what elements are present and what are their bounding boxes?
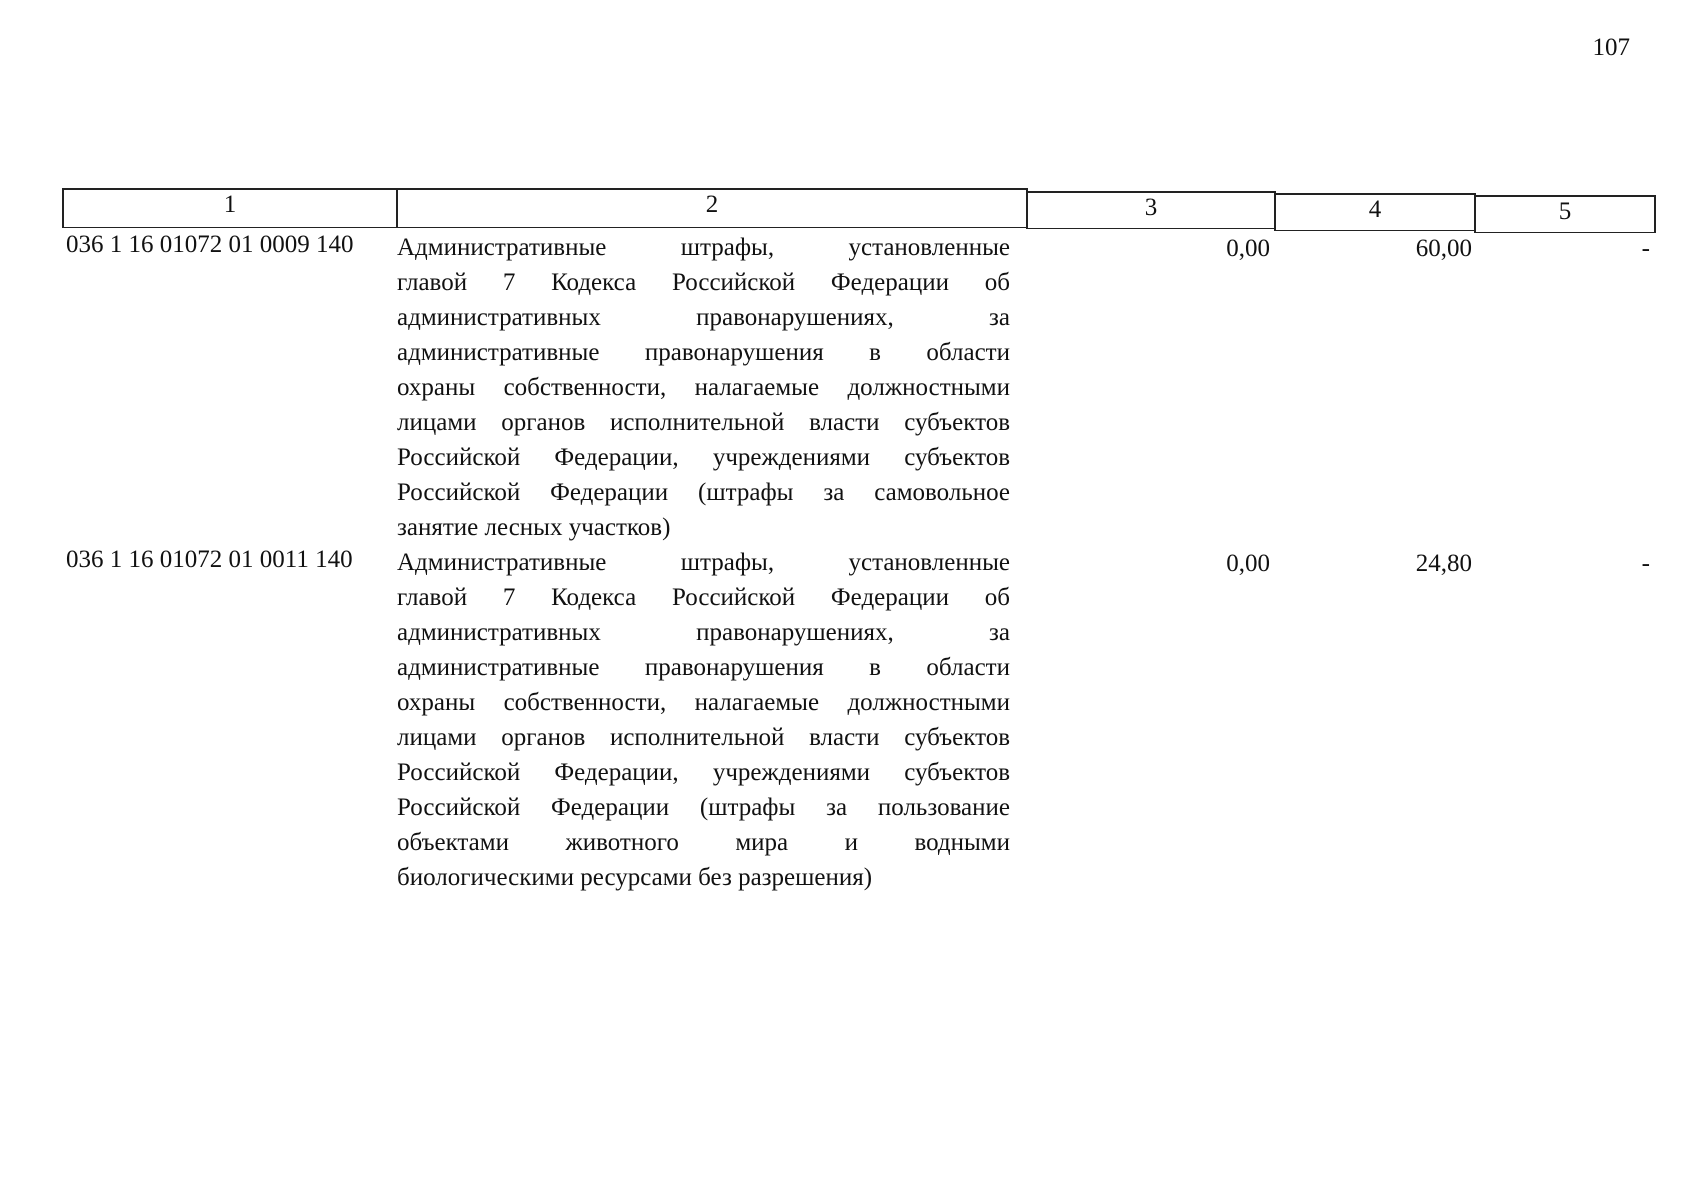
description-line: главой 7 Кодекса Российской Федерации об (397, 269, 1010, 296)
table-header-row (0, 188, 1696, 232)
row-description (397, 230, 1010, 545)
header-cell-2: 2 (396, 188, 1028, 228)
description-line: Российской Федерации, учреждениями субъектов (397, 759, 1010, 786)
description-line: охраны собственности, налагаемые должностными (397, 689, 1010, 716)
row-col4-value: 24,80 (1415, 550, 1472, 577)
description-line: Административные штрафы, установленные (397, 234, 1010, 261)
header-cell-1: 1 (62, 188, 398, 228)
description-line: Административные штрафы, установленные (397, 549, 1010, 576)
row-col3-value: 0,00 (1226, 235, 1270, 262)
description-line: занятие лесных участков) (397, 514, 671, 541)
row-col4-value: 60,00 (1415, 235, 1472, 262)
row-col3-value: 0,00 (1226, 550, 1270, 577)
description-line: охраны собственности, налагаемые должностными (397, 374, 1010, 401)
description-line: административных правонарушениях, за (397, 304, 1010, 331)
description-line: Российской Федерации, учреждениями субъектов (397, 444, 1010, 471)
row-col5-value: - (1641, 550, 1650, 577)
description-line: биологическими ресурсами без разрешения) (397, 864, 873, 891)
header-cell-5: 5 (1474, 195, 1656, 233)
page-number: 107 (1592, 34, 1630, 61)
description-line: лицами органов исполнительной власти субъектов (397, 409, 1010, 436)
description-line: объектами животного мира и водными (397, 829, 1010, 856)
description-line: главой 7 Кодекса Российской Федерации об (397, 584, 1010, 611)
description-line: административные правонарушения в области (397, 654, 1010, 681)
row-description (397, 545, 1010, 895)
description-line: лицами органов исполнительной власти субъектов (397, 724, 1010, 751)
description-line: Российской Федерации (штрафы за пользование (397, 794, 1010, 821)
row-col5-value: - (1641, 235, 1650, 262)
row-code: 036 1 16 01072 01 0011 140 (66, 546, 353, 573)
row-code: 036 1 16 01072 01 0009 140 (66, 231, 354, 258)
description-line: административные правонарушения в области (397, 339, 1010, 366)
description-line: Российской Федерации (штрафы за самовольное (397, 479, 1010, 506)
description-line: административных правонарушениях, за (397, 619, 1010, 646)
header-cell-4: 4 (1274, 193, 1476, 231)
header-cell-3: 3 (1026, 191, 1276, 229)
